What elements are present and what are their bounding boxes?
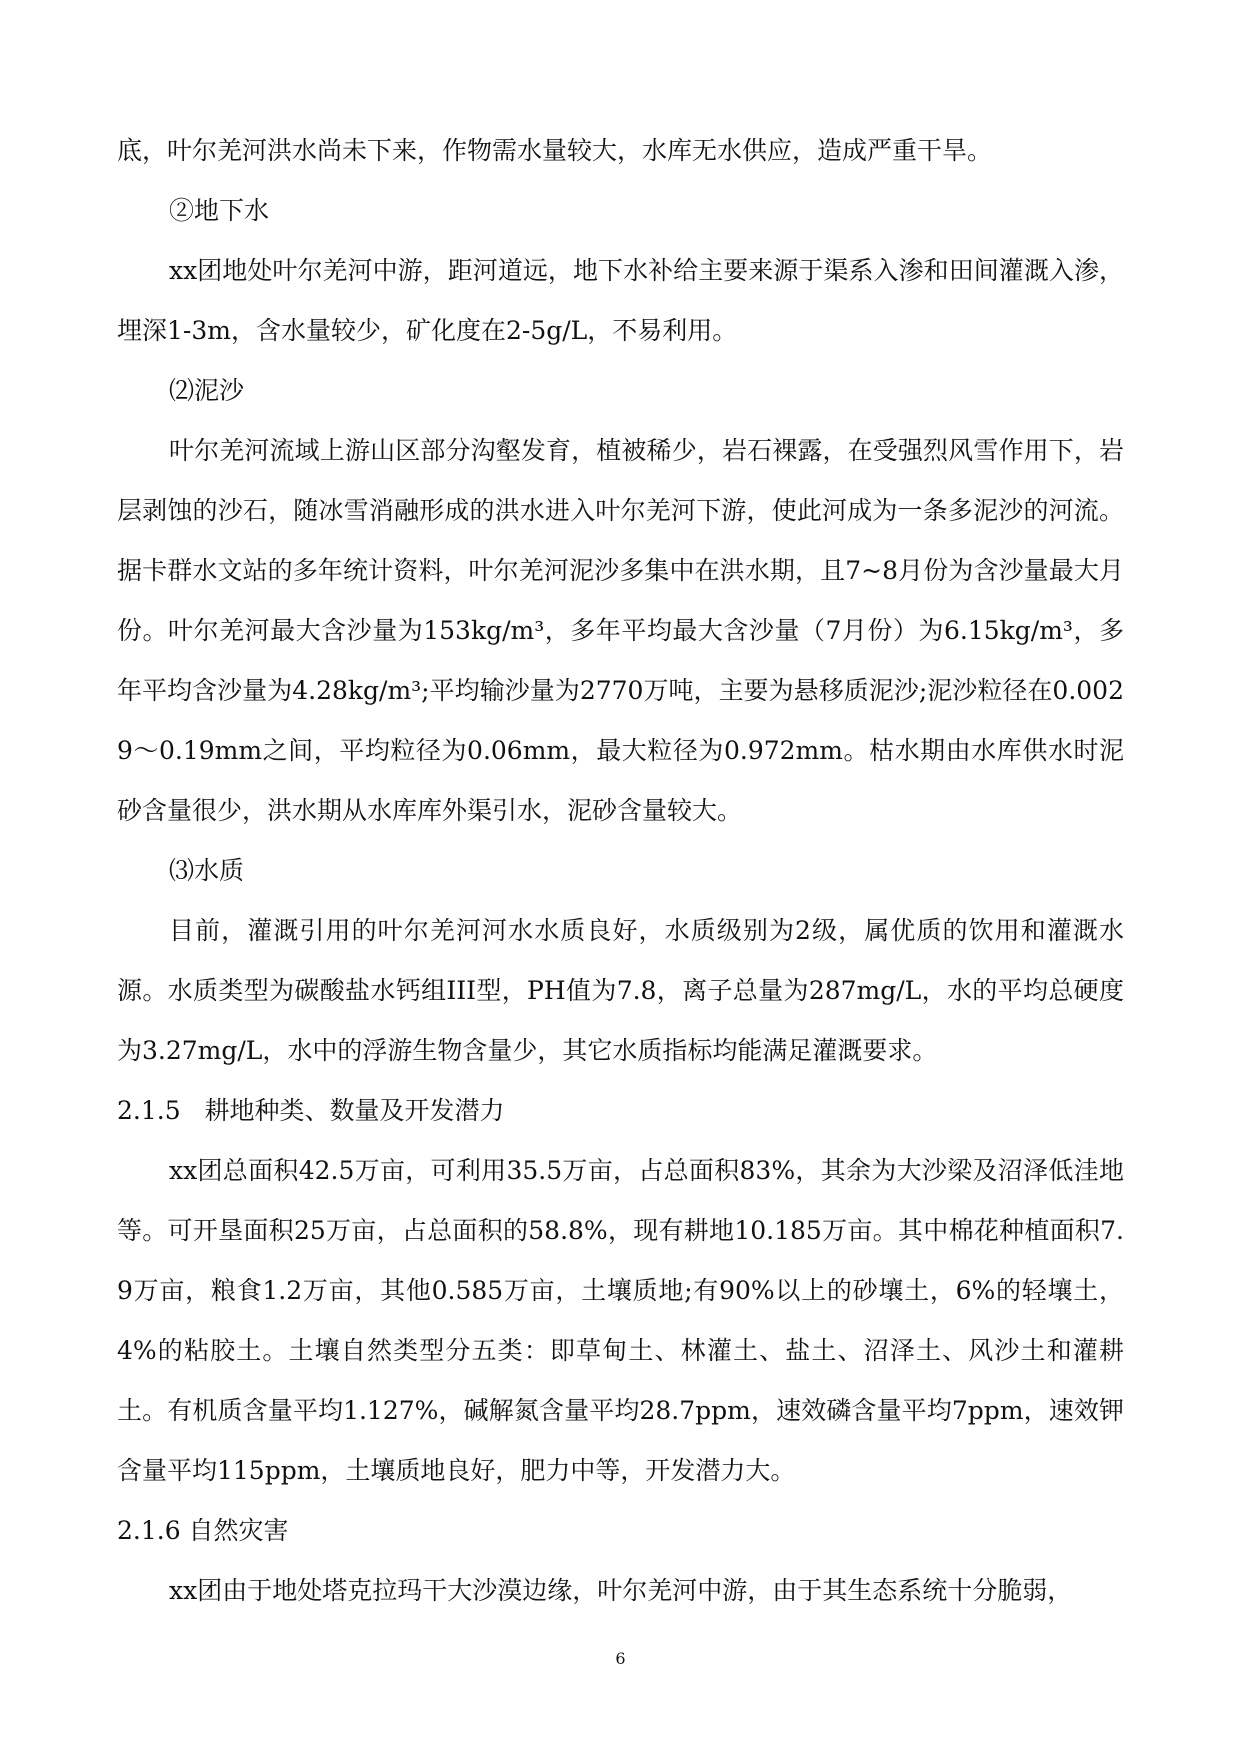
subheading-groundwater: ②地下水 [169, 196, 270, 225]
paragraph-water-quality: 目前，灌溉引用的叶尔羌河河水水质良好，水质级别为2级，属优质的饮用和灌溉水源。水质类型为碳酸盐水钙组III型，PH值为7.8，离子总量为287mg/L，水的平均总硬度为3.27mg/L，水中的浮游生物含量少，其它水质指标均能满足灌溉要求。 [117, 916, 1124, 1065]
section-heading-2-1-5: 2.1.5 耕地种类、数量及开发潜力 [117, 1096, 505, 1125]
paragraph-farmland: xx团总面积42.5万亩，可利用35.5万亩，占总面积83%，其余为大沙梁及沼泽低洼地等。可开垦面积25万亩，占总面积的58.8%，现有耕地10.185万亩。其中棉花种植面积7.9万亩，粮食1.2万亩，其他0.585万亩，土壤质地;有90%以上的砂壤土，6%的轻壤土，4%的粘胶土。土壤自然类型分五类：即草甸土、林灌土、盐土、沼泽土、风沙土和灌耕土。有机质含量平均1.127%，碱解氮含量平均28.7ppm，速效磷含量平均7ppm，速效钾含量平均115ppm，土壤质地良好，肥力中等，开发潜力大。 [117, 1156, 1124, 1485]
paragraph-groundwater: xx团地处叶尔羌河中游，距河道远，地下水补给主要来源于渠系入渗和田间灌溉入渗，埋深1-3m，含水量较少，矿化度在2-5g/L，不易利用。 [117, 256, 1124, 345]
paragraph-drought-continuation: 底，叶尔羌河洪水尚未下来，作物需水量较大，水库无水供应，造成严重干旱。 [117, 136, 993, 165]
subheading-water-quality: ⑶水质 [169, 856, 245, 885]
section-heading-2-1-6: 2.1.6 自然灾害 [117, 1516, 289, 1545]
paragraph-natural-disasters: xx团由于地处塔克拉玛干大沙漠边缘，叶尔羌河中游，由于其生态系统十分脆弱， [169, 1576, 1073, 1605]
subheading-sediment: ⑵泥沙 [169, 376, 245, 405]
document-body [117, 121, 1124, 1621]
paragraph-sediment: 叶尔羌河流域上游山区部分沟壑发育，植被稀少，岩石裸露，在受强烈风雪作用下，岩层剥蚀的沙石，随冰雪消融形成的洪水进入叶尔羌河下游，使此河成为一条多泥沙的河流。据卡群水文站的多年统计资料，叶尔羌河泥沙多集中在洪水期，且7~8月份为含沙量最大月份。叶尔羌河最大含沙量为153kg/m³，多年平均最大含沙量（7月份）为6.15kg/m³，多年平均含沙量为4.28kg/m³;平均输沙量为2770万吨，主要为悬移质泥沙;泥沙粒径在0.0029～0.19mm之间，平均粒径为0.06mm，最大粒径为0.972mm。枯水期由水库供水时泥砂含量很少，洪水期从水库库外渠引水，泥砂含量较大。 [117, 436, 1124, 825]
page-number: 6 [615, 1649, 626, 1668]
